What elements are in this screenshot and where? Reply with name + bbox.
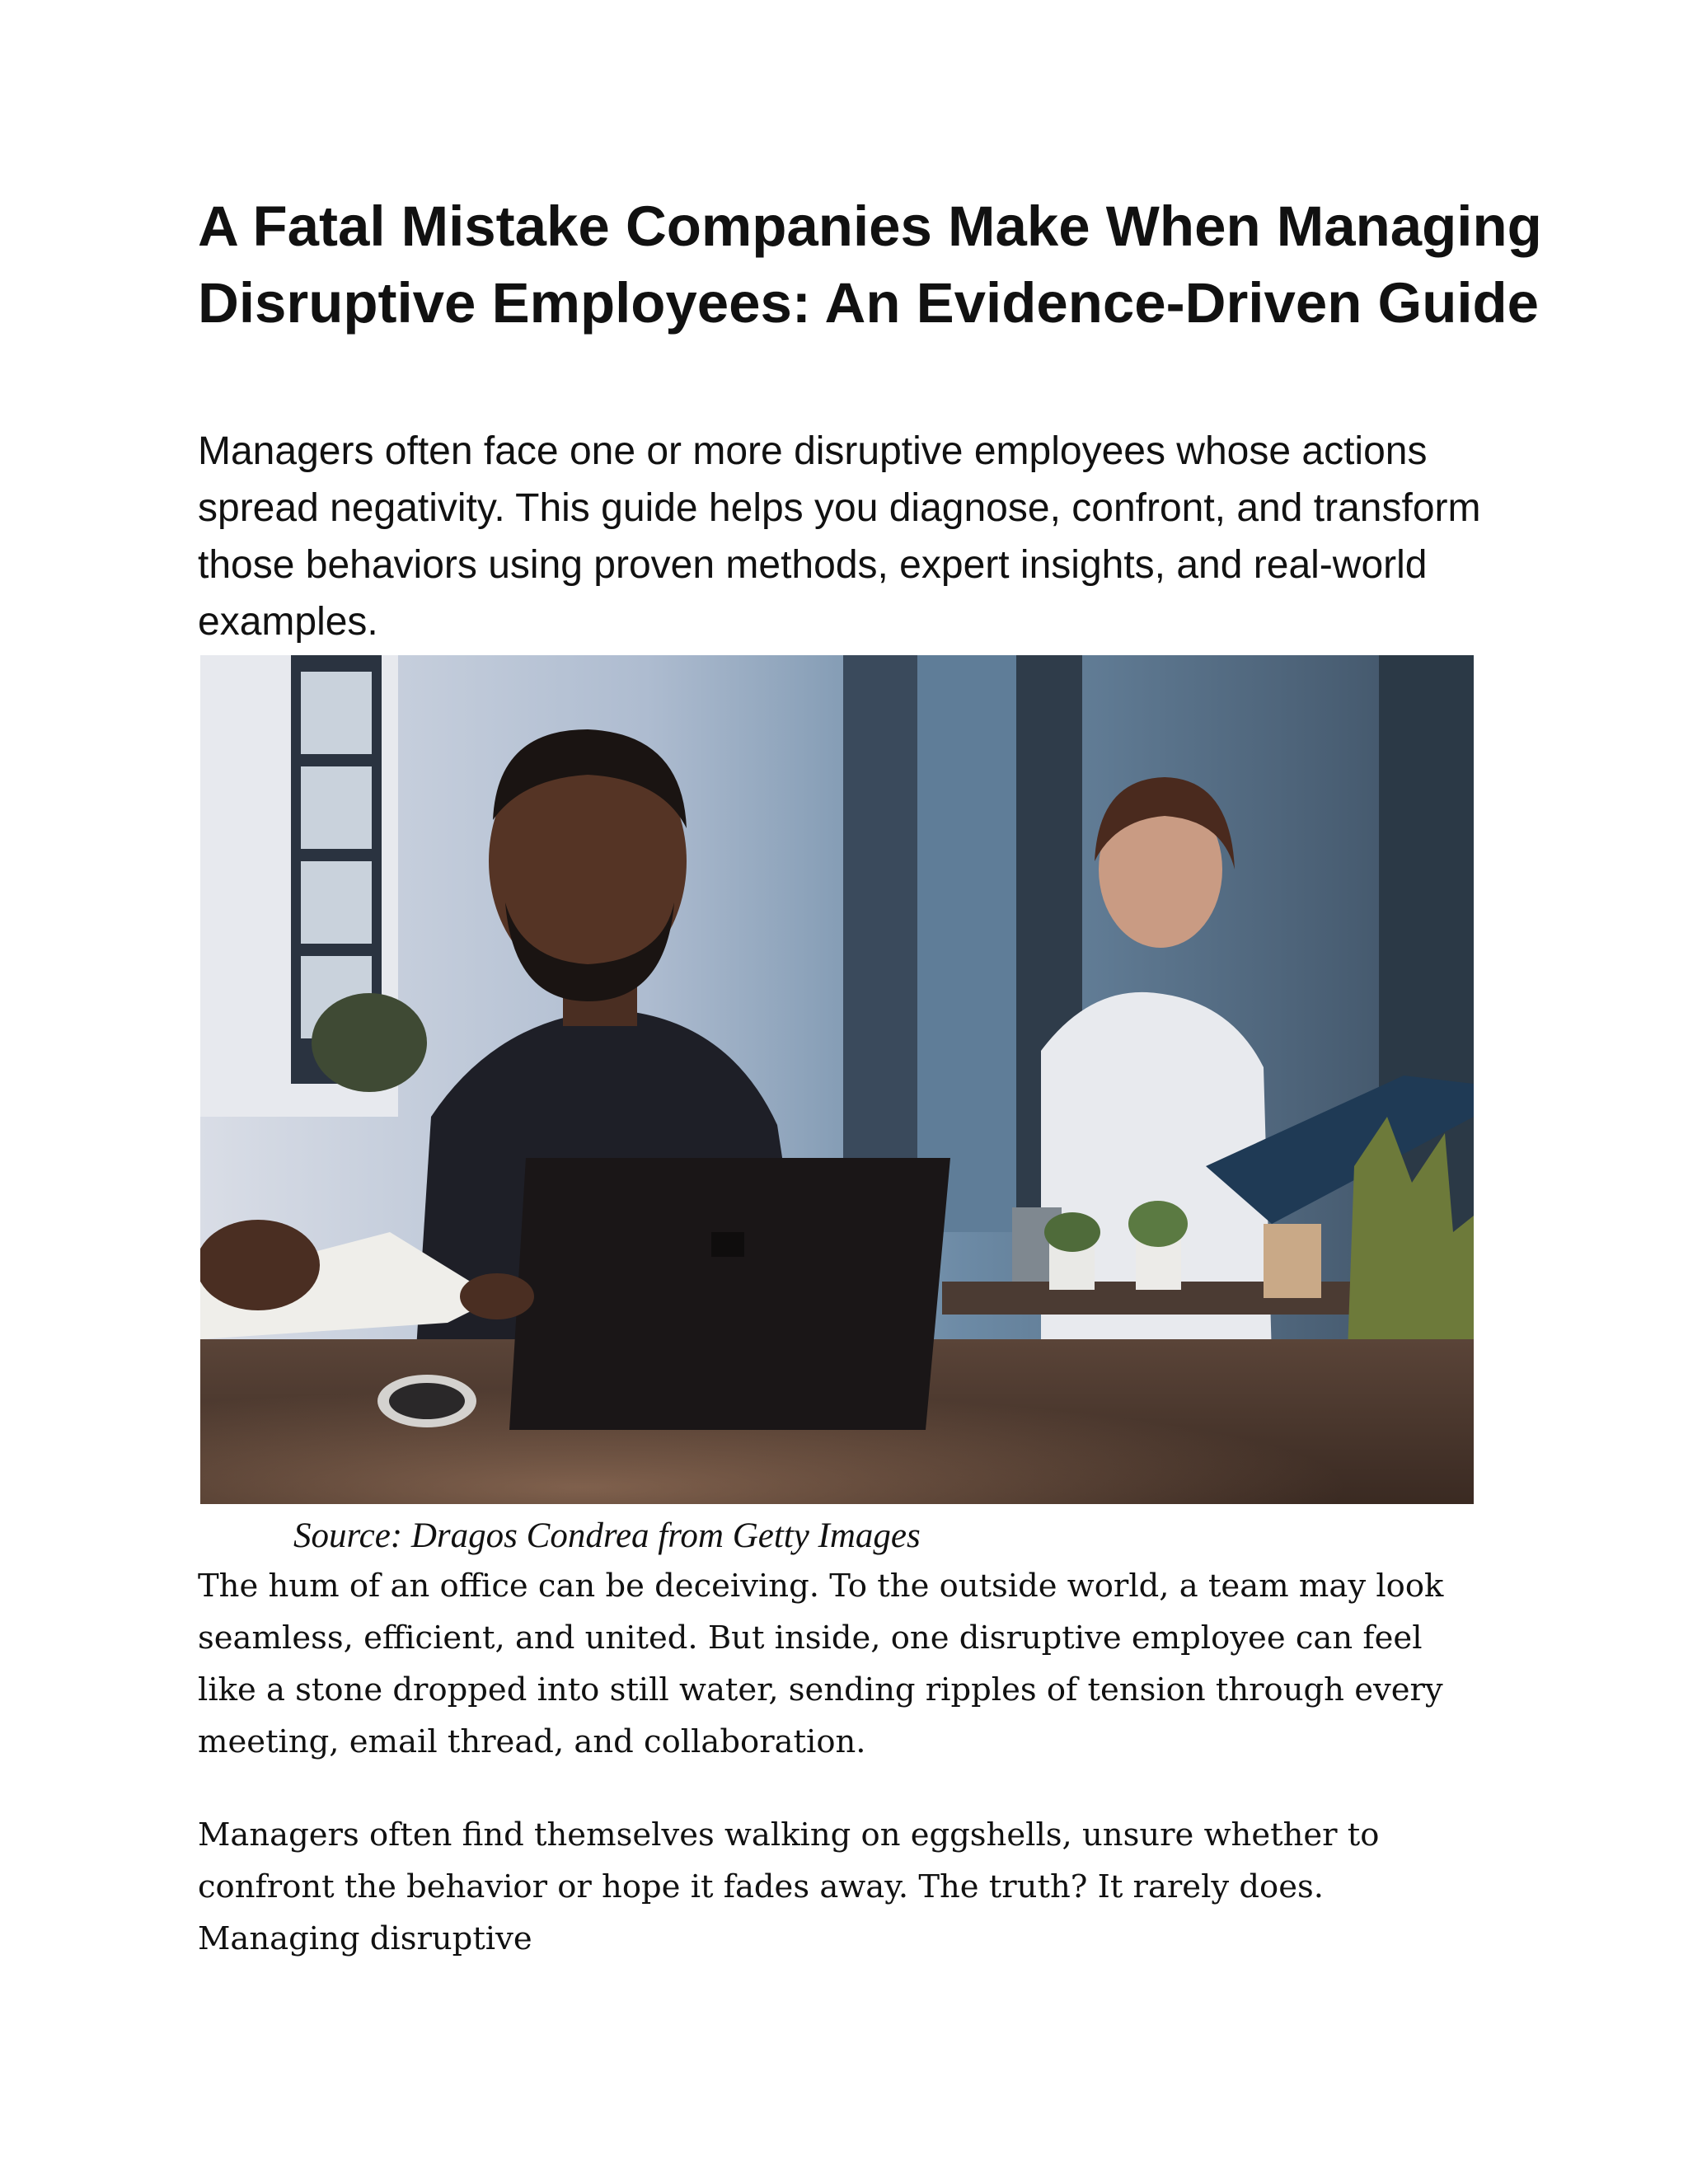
office-photo [200,655,1474,1504]
body-paragraph-2: Managers often find themselves walking on eggshells, unsure whether to confront the behavior or hope it fades away. The truth? It rarely does. Managing disruptive [198,1816,1380,1957]
article-title: A Fatal Mistake Companies Make When Managing Disruptive Employees: An Evidence-Driven Guide [198,194,1542,335]
image-caption: Source: Dragos Condrea from Getty Images [293,1516,921,1555]
office-photo-illustration [200,655,1474,1504]
article-subtitle: Managers often face one or more disruptive employees whose actions spread negativity. This guide helps you diagnose, confront, and transform those behaviors using proven methods, expert insights, and real-world examples. [198,429,1481,644]
body-paragraph-1: The hum of an office can be deceiving. To the outside world, a team may look seamless, efficient, and united. But inside, one disruptive employee can feel like a stone dropped into still water, sending ripples of tension through every meeting, email thread, and collaboration. [198,1568,1444,1760]
